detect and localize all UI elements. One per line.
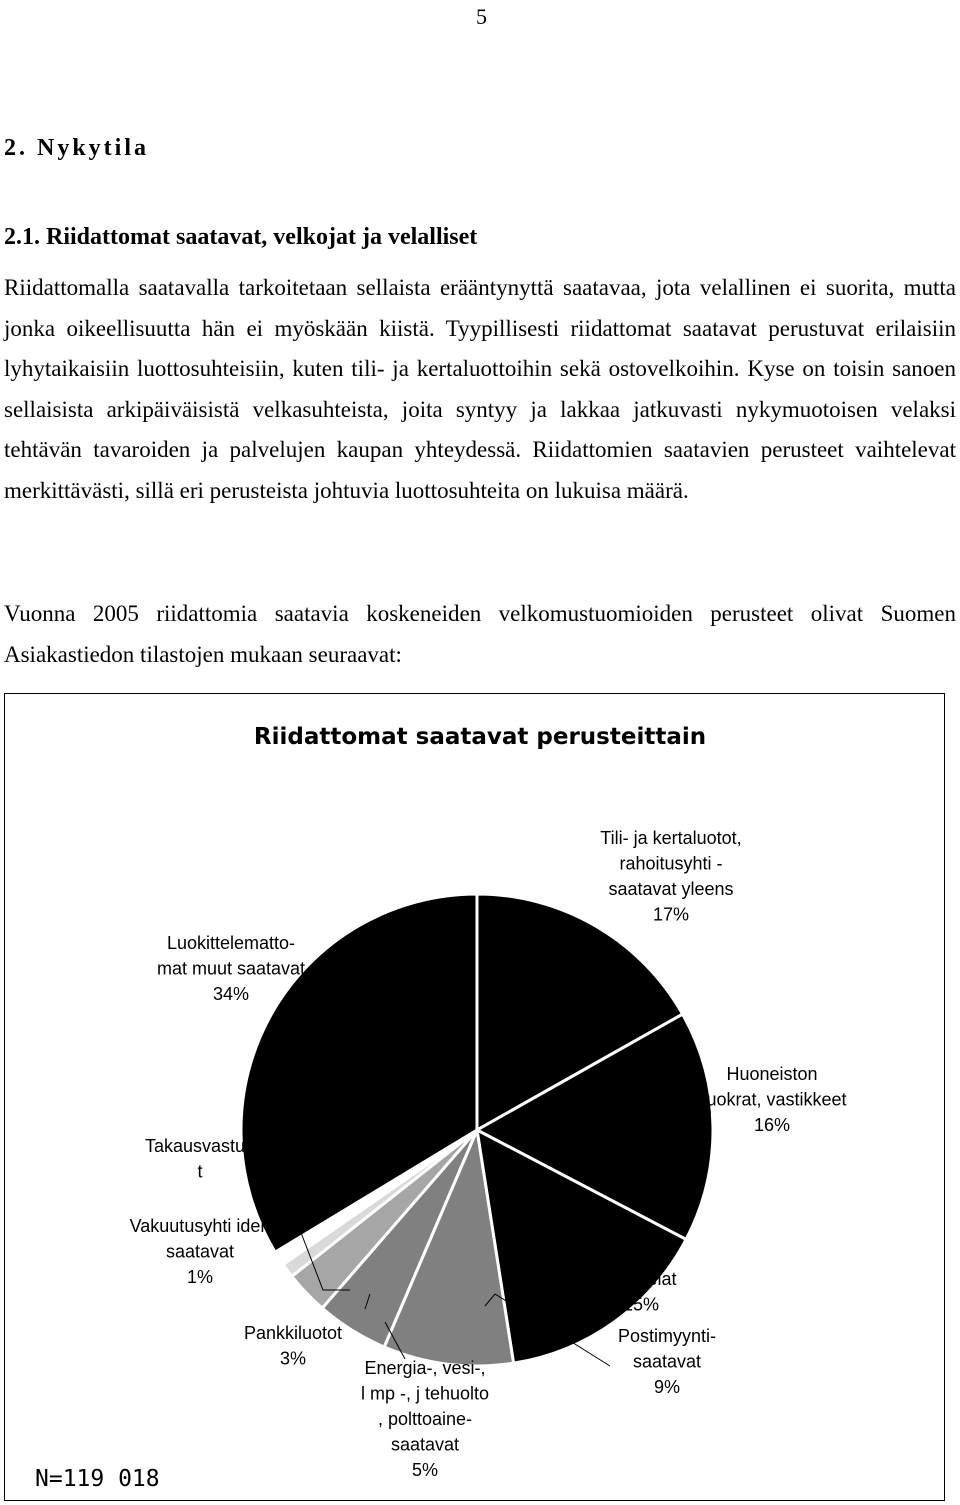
slice-label [145,1136,255,1182]
slice-label-line: Takausvastuu [144,1136,256,1156]
slice-label-line: Vakuutusyhti iden [129,1216,271,1236]
slice-label-line: Luokittelematto- [166,933,296,953]
slice-label-line: 3% [279,1348,307,1369]
subsection-heading: 2.1. Riidattomat saatavat, velkojat ja velalliset [4,224,478,250]
slice-label-line: vuokrat, vastikkeet [697,1089,847,1110]
sample-size-note: N=119 018 [35,1466,160,1492]
slice-label-line: saatavat [165,1241,235,1262]
slice-label-line: 5% [411,1460,439,1480]
slice-label [361,1358,489,1480]
body-paragraph: Vuonna 2005 riidattomia saatavia koskeneiden velkomustuomioiden perusteet olivat Suomen Asiakastiedon tilastojen mukaan seuraavat: [4,601,956,667]
section-heading: 2. Nykytila [4,135,150,161]
slice-label-line: 15% [622,1294,660,1315]
slice-label [130,1216,271,1287]
slice-label-line: Tili- ja kertaluotot, [600,828,742,848]
slice-label-line: Televelat [605,1269,677,1289]
slice-label-line: 34% [212,984,250,1004]
slice-label-line: t [197,1161,203,1182]
slice-label [697,1064,846,1135]
slice-label-line: 16% [753,1115,791,1135]
slice-label [244,1323,342,1369]
slice-label-line: 1% [186,1267,214,1287]
slice-label-line: Energia-, vesi-, [364,1358,486,1378]
pie-chart [5,694,944,1500]
slice-label-line: rahoitusyhti - [619,853,723,874]
slice-label-line: saatavat [390,1434,460,1455]
slice-label-line: l mp -, j tehuolto [360,1383,490,1404]
slice-label-line: mat muut saatavat [156,958,306,979]
body-paragraph: Riidattomalla saatavalla tarkoitetaan sellaista erääntynyttä saatavaa, jota velallinen ei suorita, mutta jonka oikeellisuutta hän ei myöskään kiistä. Tyypillisesti riidattomat saatavat perustuvat erilaisiin lyhytaikaisiin luottosuhteisiin, kuten tili- ja kertaluottoihin sekä ostovelkoihin. Kyse on toisin sanoen sellaisista arkipäiväisistä velkasuhteista, joita syntyy ja lakkaa jatkuvasti nykymuotoisen velaksi tehtävän tavaroiden ja palvelujen kaupan yhteydessä. Riidattomien saatavien perusteet vaihtelevat merkittävästi, sillä eri perusteista johtuvia luottosuhteita on lukuisa määrä. [4,275,956,503]
slice-label-line: , polttoaine- [377,1409,473,1429]
slice-label-line: saatavat yleens [608,879,734,899]
slice-label-line: 9% [653,1377,681,1397]
chart-title: Riidattomat saatavat perusteittain [253,724,707,750]
slice-label-line: Postimyynti- [617,1326,717,1346]
slice-label [618,1326,716,1397]
slice-label-line: 17% [652,904,690,925]
page-number: 5 [476,4,487,29]
slice-label-line: Huoneiston [726,1064,818,1084]
slice-label-line: saatavat [632,1351,702,1372]
slice-label [600,828,741,925]
slice-label-line: Pankkiluotot [243,1323,343,1343]
chart-frame [4,693,945,1501]
